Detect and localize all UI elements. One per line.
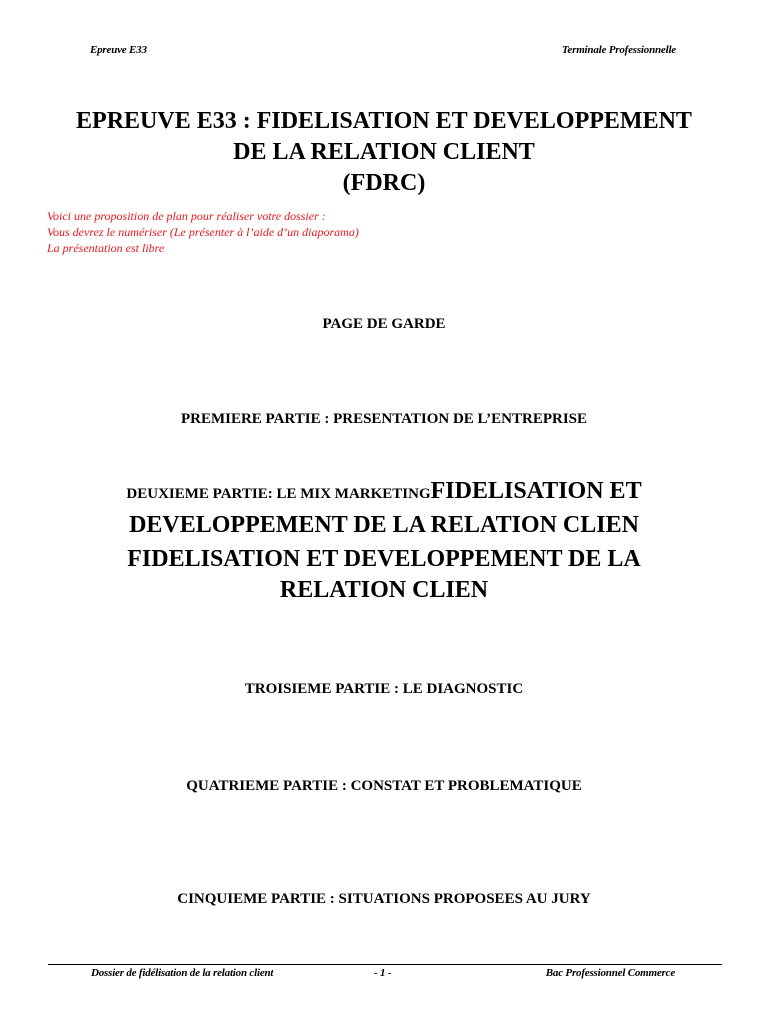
section-premiere-partie: PREMIERE PARTIE : PRESENTATION DE L’ENTREPRISE	[180, 411, 588, 427]
deuxieme-suffix-line-2: DEVELOPPEMENT DE LA RELATION CLIEN	[129, 512, 639, 538]
section-troisieme-partie: TROISIEME PARTIE : LE DIAGNOSTIC	[244, 681, 524, 697]
title-line-3: (FDRC)	[342, 170, 426, 196]
title-line-2: DE LA RELATION CLIENT	[233, 139, 535, 165]
footer-divider	[48, 964, 722, 965]
section-cinquieme-partie: CINQUIEME PARTIE : SITUATIONS PROPOSEES AU JURY	[177, 891, 591, 907]
footer-left: Dossier de fidélisation de la relation client	[91, 967, 274, 979]
fidelisation-heading	[0, 544, 768, 606]
page-number: - 1 -	[374, 967, 392, 979]
document-title	[0, 106, 768, 199]
intro-line-3: La présentation est libre	[47, 241, 165, 255]
intro-line-1: Voici une proposition de plan pour réaliser votre dossier :	[47, 209, 326, 223]
section-deuxieme-partie	[0, 476, 768, 541]
intro-line-2: Vous devrez le numériser (Le présenter à l’aide d’un diaporama)	[47, 225, 359, 239]
section-page-de-garde: PAGE DE GARDE	[322, 316, 446, 332]
deuxieme-prefix: DEUXIEME PARTIE: LE MIX MARKETING	[126, 486, 431, 502]
section-quatrieme-partie: QUATRIEME PARTIE : CONSTAT ET PROBLEMATIQUE	[186, 778, 582, 794]
fidelisation-heading-line-2: RELATION CLIEN	[279, 577, 489, 603]
fidelisation-heading-line-1: FIDELISATION ET DEVELOPPEMENT DE LA	[127, 546, 641, 572]
header-left: Epreuve E33	[90, 44, 147, 56]
footer-right: Bac Professionnel Commerce	[545, 967, 675, 979]
title-line-1: EPREUVE E33 : FIDELISATION ET DEVELOPPEMENT	[76, 108, 692, 134]
intro-note	[47, 208, 727, 256]
deuxieme-suffix-line-1: FIDELISATION ET	[430, 478, 642, 504]
header-right: Terminale Professionnelle	[561, 44, 676, 56]
